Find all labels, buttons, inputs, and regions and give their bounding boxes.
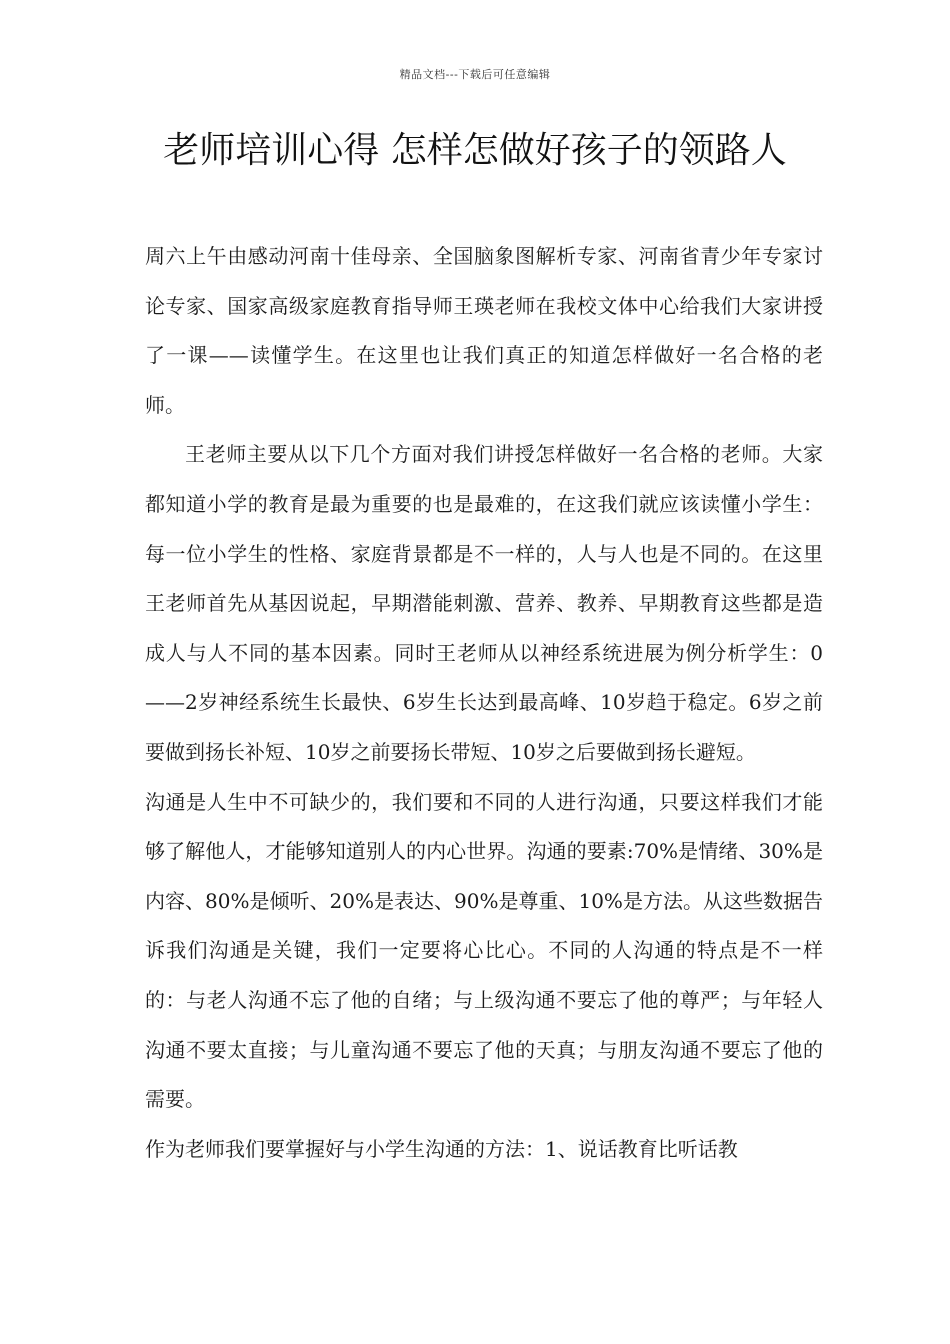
paragraph-methods: 作为老师我们要掌握好与小学生沟通的方法：1、说话教育比听话教 <box>145 1136 738 1161</box>
paragraph-understanding-students: 王老师主要从以下几个方面对我们讲授怎样做好一名合格的老师。大家都知道小学的教育是最为重要的也是最难的，在这我们就应该读懂小学生：每一位小学生的性格、家庭背景都是不一样的，人与人也是不同的。在这里王老师首先从基因说起，早期潜能刺激、营养、教养、早期教育这些都是造成人与人不同的基本因素。同时王老师从以神经系统进展为例分析学生：0——2岁神经系统生长最快、6岁生长达到最高峰、10岁趋于稳定。6岁之前要做到扬长补短、10岁之前要扬长带短、10岁之后要做到扬长避短。 <box>145 442 823 764</box>
header-note: 精品文档---下载后可任意编辑 <box>399 68 551 81</box>
document-body <box>145 232 823 1174</box>
page-title: 老师培训心得 怎样怎做好孩子的领路人 <box>163 130 787 171</box>
paragraph-communication: 沟通是人生中不可缺少的，我们要和不同的人进行沟通，只要这样我们才能够了解他人，才能够知道别人的内心世界。沟通的要素:70%是情绪、30%是内容、80%是倾听、20%是表达、90%是尊重、10%是方法。从这些数据告诉我们沟通是关键，我们一定要将心比心。不同的人沟通的特点是不一样的：与老人沟通不忘了他的自绪；与上级沟通不要忘了他的尊严；与年轻人沟通不要太直接；与儿童沟通不要忘了他的天真；与朋友沟通不要忘了他的需要。 <box>145 789 823 1112</box>
paragraph-intro: 周六上午由感动河南十佳母亲、全国脑象图解析专家、河南省青少年专家讨论专家、国家高级家庭教育指导师王瑛老师在我校文体中心给我们大家讲授了一课——读懂学生。在这里也让我们真正的知道怎样做好一名合格的老师。 <box>145 244 823 417</box>
